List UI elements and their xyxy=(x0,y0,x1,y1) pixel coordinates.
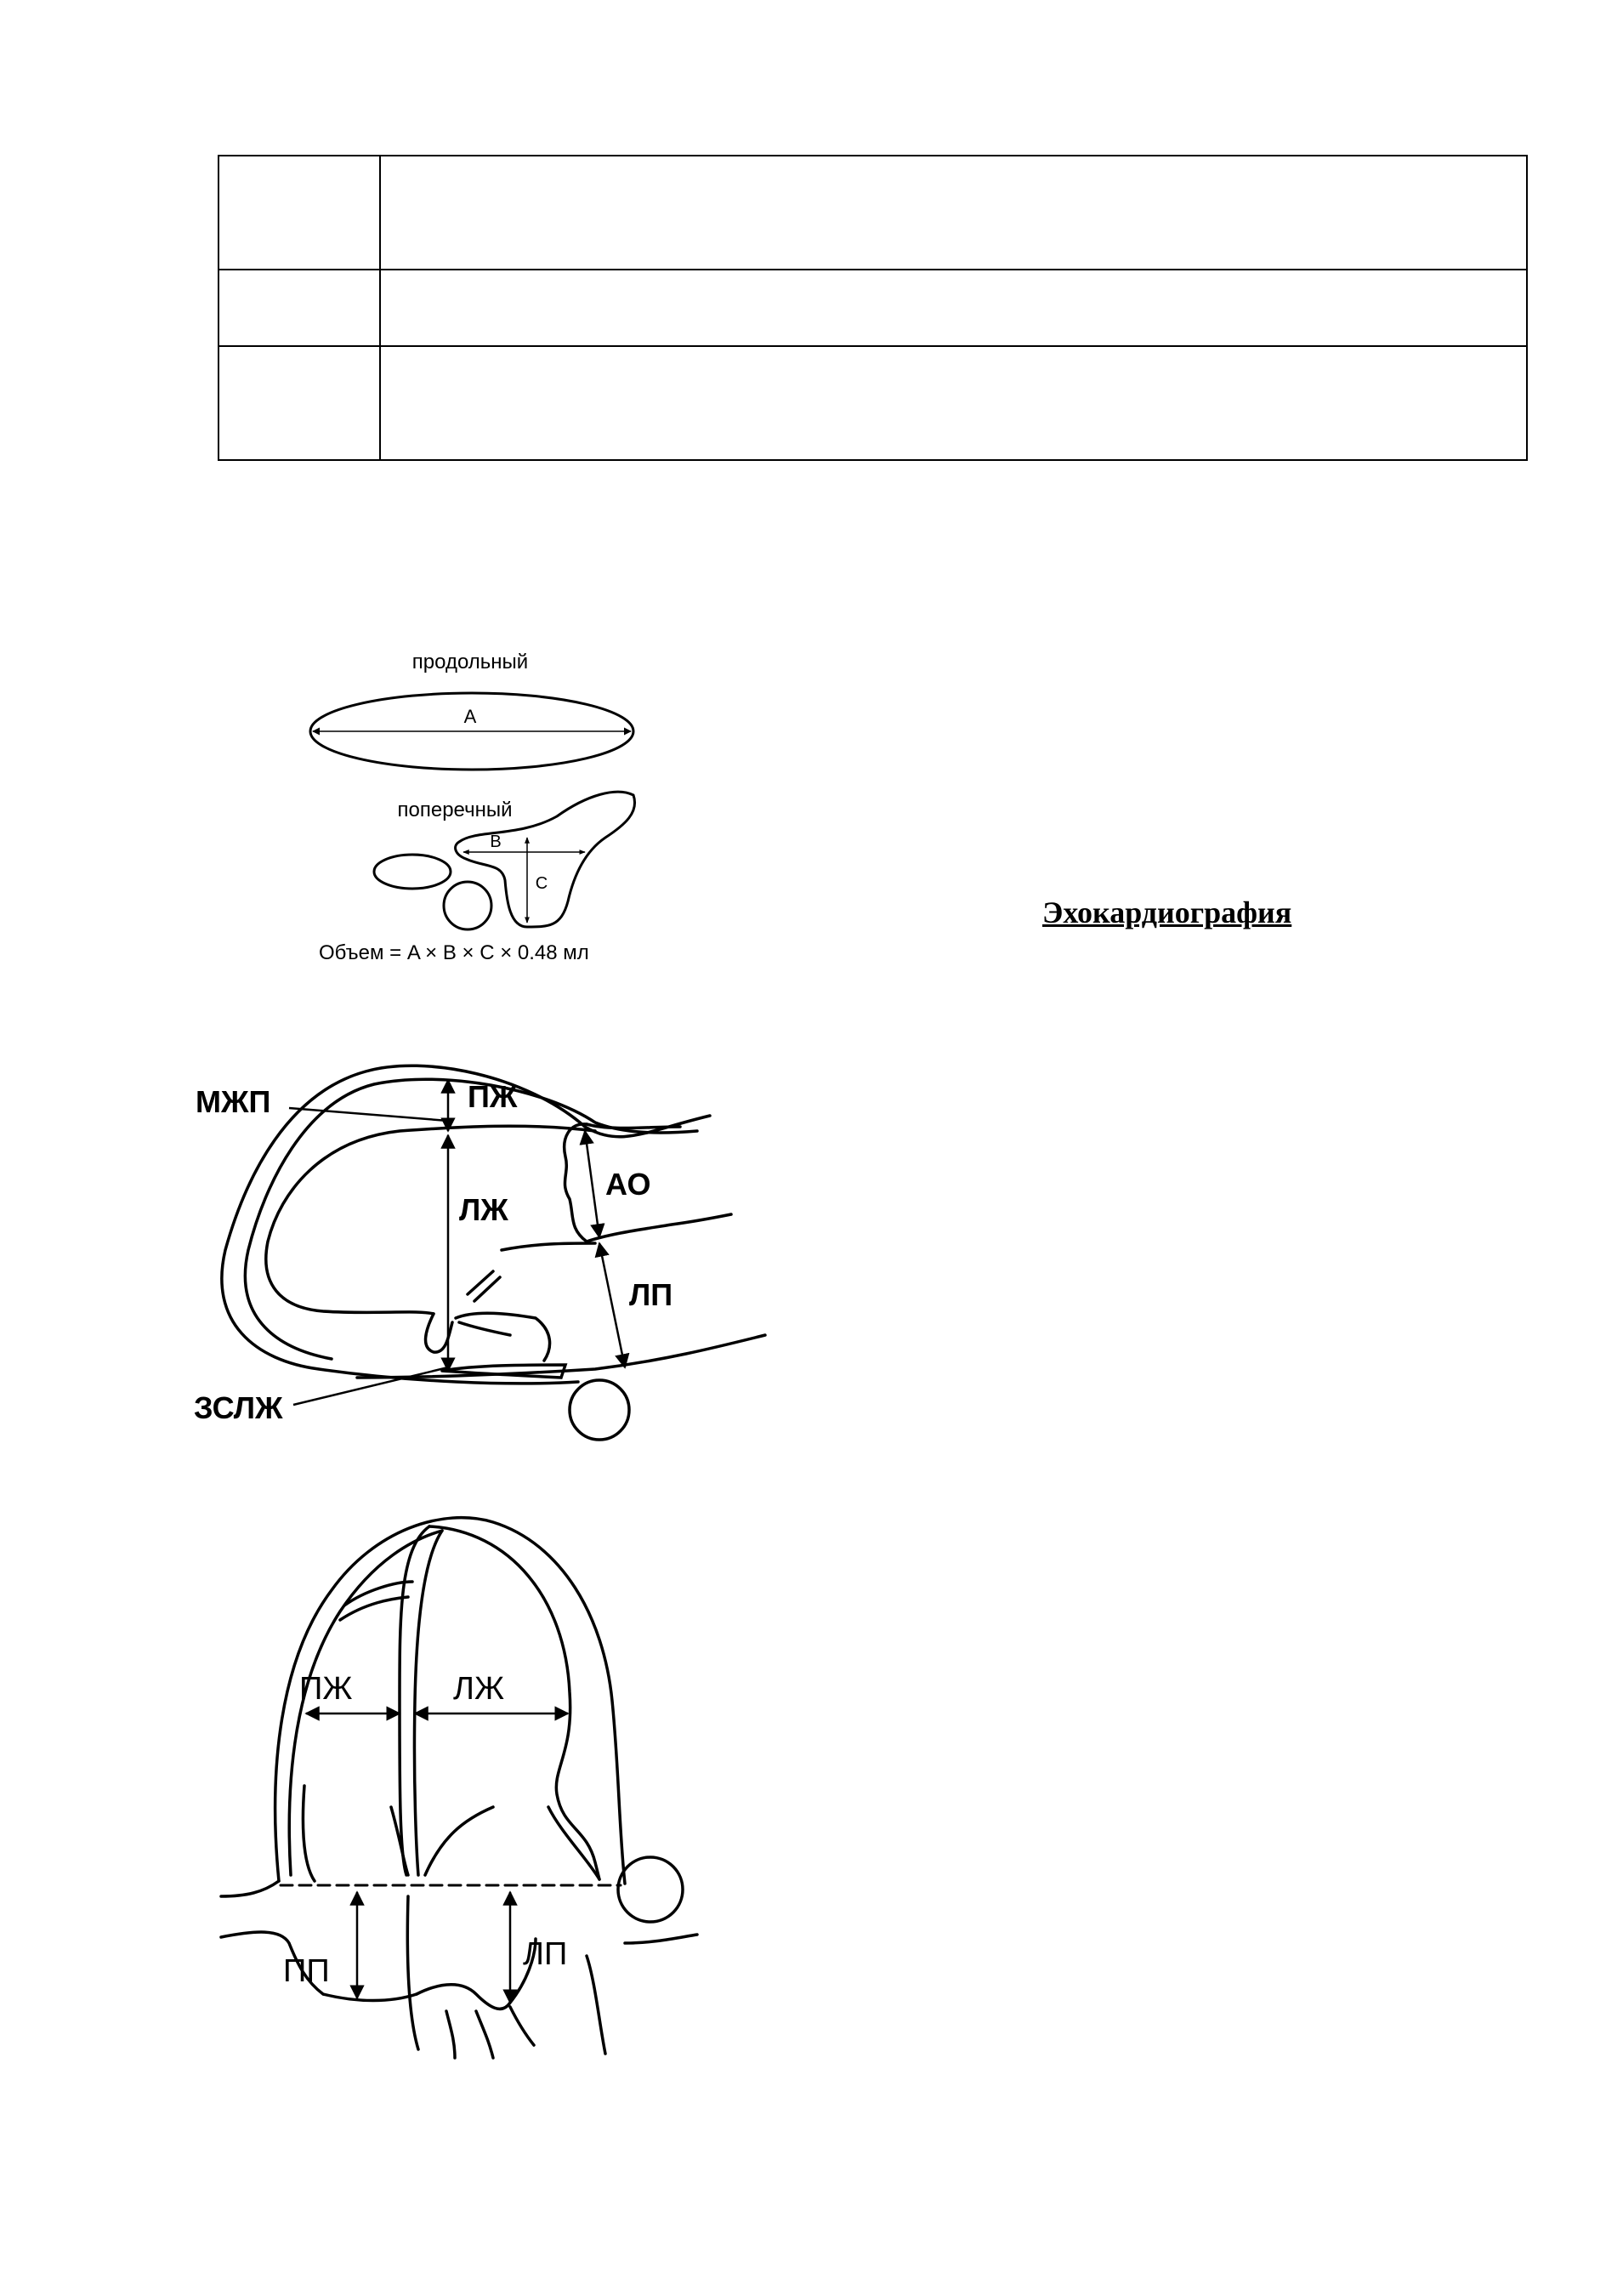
label-ivs: МЖП xyxy=(196,1084,271,1119)
label-lv: ЛЖ xyxy=(459,1192,508,1227)
label-ra: ПП xyxy=(283,1953,330,1989)
label-rv: ПЖ xyxy=(468,1079,518,1114)
descending-aorta xyxy=(618,1857,683,1922)
label-lv: ЛЖ xyxy=(453,1671,505,1707)
label-lvpw: ЗСЛЖ xyxy=(194,1390,283,1425)
label-b: B xyxy=(490,833,502,851)
volume-formula: Объем = A × B × C × 0.48 мл xyxy=(319,941,589,964)
label-longitudinal: продольный xyxy=(411,651,529,673)
label-la: ЛП xyxy=(523,1936,568,1972)
label-c: C xyxy=(535,874,548,893)
label-ao: АО xyxy=(605,1167,651,1202)
echocardiography-heading: Эхокардиография xyxy=(1042,895,1292,929)
label-la: ЛП xyxy=(629,1277,673,1312)
label-a: A xyxy=(463,706,477,727)
label-rv: ПЖ xyxy=(299,1671,353,1707)
label-transverse: поперечный xyxy=(397,798,513,821)
